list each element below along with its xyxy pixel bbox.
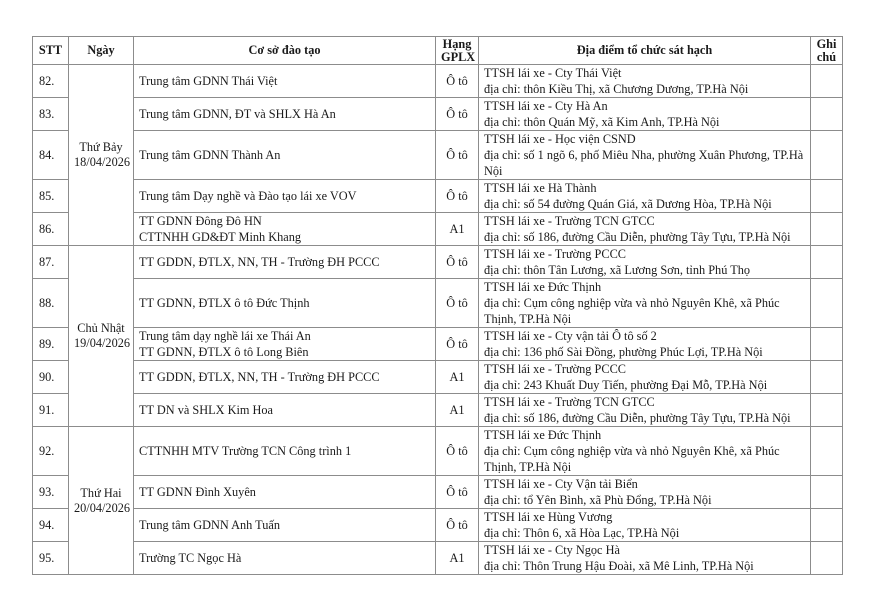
row-license-rank: Ô tô [436, 131, 479, 180]
facility-name: TT GDDN, ĐTLX, NN, TH - Trường ĐH PCCC [139, 255, 380, 269]
row-stt: 88. [33, 279, 69, 328]
row-note [811, 180, 843, 213]
row-location [479, 394, 811, 427]
row-note [811, 476, 843, 509]
row-stt: 82. [33, 65, 69, 98]
table-row [33, 476, 843, 509]
row-location [479, 476, 811, 509]
day-date: 19/04/2026 [74, 336, 131, 350]
row-facility [134, 246, 436, 279]
row-location [479, 65, 811, 98]
row-license-rank: Ô tô [436, 246, 479, 279]
row-facility [134, 65, 436, 98]
row-license-rank: A1 [436, 542, 479, 575]
day-date: 18/04/2026 [74, 155, 131, 169]
row-facility [134, 394, 436, 427]
location-address: địa chỉ: tổ Yên Bình, xã Phù Đổng, TP.Hà Nội [484, 493, 712, 507]
row-stt: 95. [33, 542, 69, 575]
row-note [811, 509, 843, 542]
facility-name: Trung tâm GDNN, ĐT và SHLX Hà An [139, 107, 336, 121]
location-name: TTSH lái xe - Cty Thái Việt [484, 66, 622, 80]
location-name: TTSH lái xe - Cty Vận tải Biển [484, 477, 638, 491]
table-row [33, 279, 843, 328]
facility-name: TT GDNN, ĐTLX ô tô Đức Thịnh [139, 296, 310, 310]
row-facility [134, 279, 436, 328]
location-address: địa chỉ: thôn Quán Mỹ, xã Kim Anh, TP.Hà Nội [484, 115, 720, 129]
location-address: địa chỉ: Cụm công nghiệp vừa và nhỏ Nguyên Khê, xã Phúc Thịnh, TP.Hà Nội [484, 296, 780, 326]
header-location: Địa điểm tổ chức sát hạch [479, 37, 811, 65]
table-row [33, 65, 843, 98]
location-address: địa chỉ: số 1 ngõ 6, phố Miêu Nha, phường Xuân Phương, TP.Hà Nội [484, 148, 804, 178]
row-location [479, 180, 811, 213]
facility-name: Trung tâm dạy nghề lái xe Thái An [139, 329, 311, 343]
location-name: TTSH lái xe Đức Thịnh [484, 280, 602, 294]
header-row [33, 37, 843, 65]
facility-name: CTTNHH MTV Trường TCN Công trình 1 [139, 444, 352, 458]
row-stt: 90. [33, 361, 69, 394]
row-note [811, 427, 843, 476]
row-location [479, 542, 811, 575]
row-note [811, 542, 843, 575]
row-stt: 89. [33, 328, 69, 361]
day-group-cell [69, 65, 134, 246]
table-row [33, 131, 843, 180]
row-facility [134, 427, 436, 476]
location-address: địa chỉ: Cụm công nghiệp vừa và nhỏ Nguyên Khê, xã Phúc Thịnh, TP.Hà Nội [484, 444, 780, 474]
location-address: địa chỉ: 243 Khuất Duy Tiến, phường Đại Mỗ, TP.Hà Nội [484, 378, 768, 392]
row-license-rank: A1 [436, 394, 479, 427]
row-license-rank: Ô tô [436, 279, 479, 328]
row-license-rank: Ô tô [436, 65, 479, 98]
row-facility [134, 509, 436, 542]
day-weekday: Chủ Nhật [77, 321, 125, 335]
location-name: TTSH lái xe Hùng Vương [484, 510, 613, 524]
row-stt: 94. [33, 509, 69, 542]
header-rank-line1: Hạng [442, 36, 472, 51]
header-facility: Cơ sở đào tạo [134, 37, 436, 65]
row-stt: 83. [33, 98, 69, 131]
row-stt: 87. [33, 246, 69, 279]
table-row [33, 542, 843, 575]
day-weekday: Thứ Bảy [79, 140, 123, 154]
location-address: địa chỉ: Thôn Trung Hậu Đoài, xã Mê Linh, TP.Hà Nội [484, 559, 754, 573]
location-name: TTSH lái xe - Cty Ngọc Hà [484, 543, 620, 557]
row-location [479, 131, 811, 180]
location-name: TTSH lái xe - Trường PCCC [484, 247, 626, 261]
table-row [33, 509, 843, 542]
location-name: TTSH lái xe Đức Thịnh [484, 428, 602, 442]
row-stt: 93. [33, 476, 69, 509]
location-name: TTSH lái xe - Trường TCN GTCC [484, 214, 655, 228]
row-location [479, 98, 811, 131]
row-note [811, 65, 843, 98]
row-license-rank: Ô tô [436, 328, 479, 361]
location-address: địa chỉ: Thôn 6, xã Hòa Lạc, TP.Hà Nội [484, 526, 680, 540]
row-note [811, 279, 843, 328]
facility-name: TT GDNN, ĐTLX ô tô Long Biên [139, 345, 309, 359]
facility-name: TT GDNN Đông Đô HN [139, 214, 262, 228]
row-license-rank: A1 [436, 213, 479, 246]
facility-name: TT DN và SHLX Kim Hoa [139, 403, 273, 417]
row-note [811, 246, 843, 279]
row-license-rank: A1 [436, 361, 479, 394]
row-location [479, 279, 811, 328]
facility-name: Trung tâm Dạy nghề và Đào tạo lái xe VOV [139, 189, 357, 203]
row-stt: 91. [33, 394, 69, 427]
row-license-rank: Ô tô [436, 427, 479, 476]
location-name: TTSH lái xe - Trường TCN GTCC [484, 395, 655, 409]
row-location [479, 509, 811, 542]
day-group-cell [69, 246, 134, 427]
table-row [33, 180, 843, 213]
location-address: địa chỉ: số 54 đường Quán Giá, xã Dương Hòa, TP.Hà Nội [484, 197, 772, 211]
row-location [479, 328, 811, 361]
row-facility [134, 361, 436, 394]
header-stt: STT [33, 37, 69, 65]
location-address: địa chỉ: số 186, đường Cầu Diễn, phường Tây Tựu, TP.Hà Nội [484, 411, 791, 425]
facility-name: Trung tâm GDNN Thái Việt [139, 74, 278, 88]
row-note [811, 213, 843, 246]
row-facility [134, 98, 436, 131]
facility-name: TT GDNN Đình Xuyên [139, 485, 256, 499]
header-note-line1: Ghi [816, 36, 837, 51]
table-row [33, 246, 843, 279]
row-facility [134, 180, 436, 213]
row-license-rank: Ô tô [436, 98, 479, 131]
location-name: TTSH lái xe - Cty Hà An [484, 99, 608, 113]
header-rank [436, 37, 479, 65]
table-row [33, 394, 843, 427]
location-address: địa chỉ: thôn Tân Lương, xã Lương Sơn, tỉnh Phú Thọ [484, 263, 751, 277]
row-license-rank: Ô tô [436, 509, 479, 542]
row-facility [134, 476, 436, 509]
row-note [811, 98, 843, 131]
header-note [811, 37, 843, 65]
row-license-rank: Ô tô [436, 180, 479, 213]
location-name: TTSH lái xe Hà Thành [484, 181, 597, 195]
row-location [479, 427, 811, 476]
row-facility [134, 542, 436, 575]
row-facility [134, 131, 436, 180]
row-stt: 92. [33, 427, 69, 476]
row-location [479, 361, 811, 394]
row-stt: 85. [33, 180, 69, 213]
row-facility [134, 328, 436, 361]
row-note [811, 394, 843, 427]
day-weekday: Thứ Hai [80, 485, 122, 500]
facility-name: CTTNHH GD&ĐT Minh Khang [139, 230, 302, 244]
location-address: địa chỉ: số 186, đường Cầu Diễn, phường Tây Tựu, TP.Hà Nội [484, 230, 791, 244]
header-rank-line2: GPLX [441, 49, 476, 64]
location-address: địa chỉ: 136 phố Sài Đồng, phường Phúc Lợi, TP.Hà Nội [484, 345, 763, 359]
header-day: Ngày [69, 37, 134, 65]
facility-name: TT GDDN, ĐTLX, NN, TH - Trường ĐH PCCC [139, 370, 380, 384]
exam-schedule-table [32, 36, 843, 575]
header-note-line2: chú [816, 49, 837, 64]
row-stt: 84. [33, 131, 69, 180]
location-address: địa chỉ: thôn Kiều Thị, xã Chương Dương, TP.Hà Nội [484, 82, 749, 96]
row-facility [134, 213, 436, 246]
row-location [479, 213, 811, 246]
table-row [33, 98, 843, 131]
row-license-rank: Ô tô [436, 476, 479, 509]
facility-name: Trường TC Ngọc Hà [139, 551, 242, 565]
location-name: TTSH lái xe - Cty vận tải Ô tô số 2 [484, 329, 657, 343]
location-name: TTSH lái xe - Trường PCCC [484, 362, 626, 376]
day-group-cell [69, 427, 134, 575]
row-note [811, 361, 843, 394]
row-note [811, 328, 843, 361]
table-row [33, 213, 843, 246]
facility-name: Trung tâm GDNN Thành An [139, 148, 281, 162]
table-row [33, 361, 843, 394]
row-note [811, 131, 843, 180]
row-stt: 86. [33, 213, 69, 246]
row-location [479, 246, 811, 279]
location-name: TTSH lái xe - Học viện CSND [484, 132, 636, 146]
day-date: 20/04/2026 [74, 500, 131, 515]
table-row [33, 427, 843, 476]
table-row [33, 328, 843, 361]
facility-name: Trung tâm GDNN Anh Tuấn [139, 518, 280, 532]
